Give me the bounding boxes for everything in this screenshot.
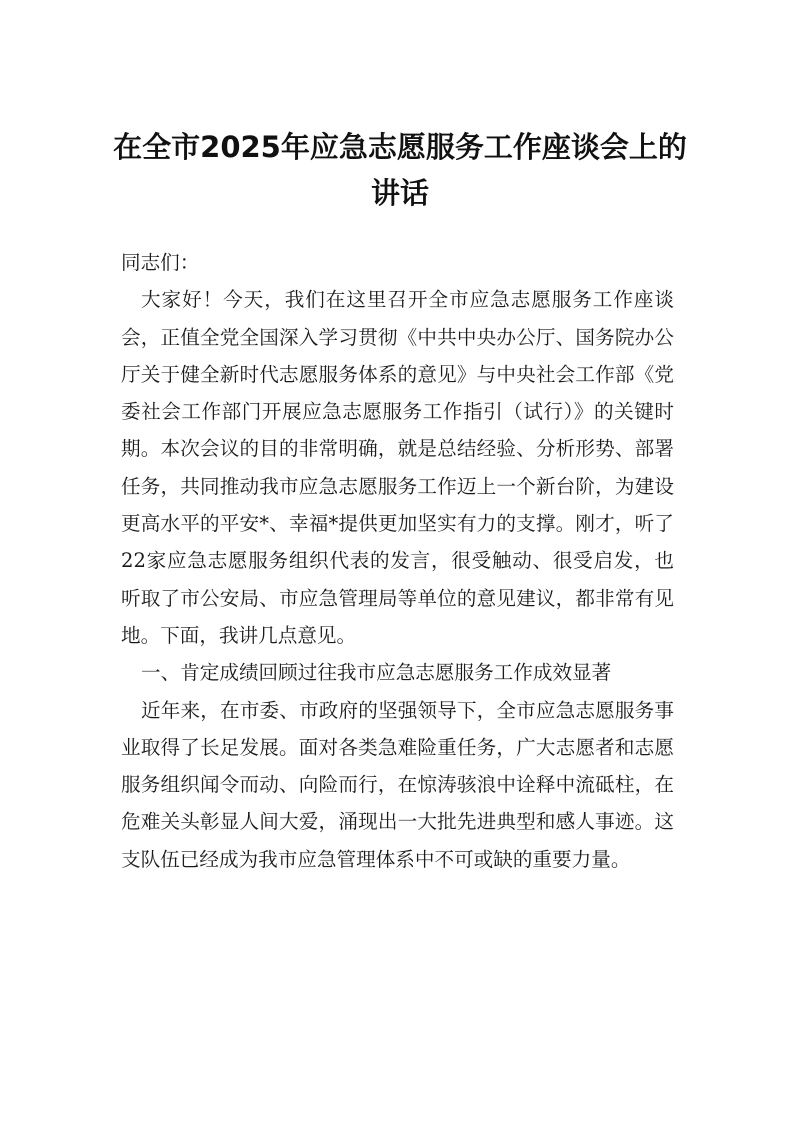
document-body	[121, 244, 674, 878]
document-title: 在全市2025年应急志愿服务工作座谈会上的讲话	[113, 130, 687, 210]
salutation: 同志们：	[121, 251, 200, 274]
paragraph-opening: 大家好！今天，我们在这里召开全市应急志愿服务工作座谈会，正值全党全国深入学习贯彻《中共中央办公厅、国务院办公厅关于健全新时代志愿服务体系的意见》与中央社会工作部《党委社会工作部门开展应急志愿服务工作指引（试行）》的关键时期。本次会议的目的非常明确，就是总结经验、分析形势、部署任务，共同推动我市应急志愿服务工作迈上一个新台阶，为建设更高水平的平安*、幸福*提供更加坚实有力的支撑。刚才，听了22家应急志愿服务组织代表的发言，很受触动、很受启发，也听取了市公安局、市应急管理局等单位的意见建议，都非常有见地。下面，我讲几点意见。	[121, 288, 674, 647]
paragraph-achievements: 近年来，在市委、市政府的坚强领导下，全市应急志愿服务事业取得了长足发展。面对各类急难险重任务，广大志愿者和志愿服务组织闻令而动、向险而行，在惊涛骇浪中诠释中流砥柱，在危难关头彰显人间大爱，涌现出一大批先进典型和感人事迹。这支队伍已经成为我市应急管理体系中不可或缺的重要力量。	[121, 698, 674, 871]
section-heading-1: 一、肯定成绩回顾过往我市应急志愿服务工作成效显著	[141, 661, 612, 685]
